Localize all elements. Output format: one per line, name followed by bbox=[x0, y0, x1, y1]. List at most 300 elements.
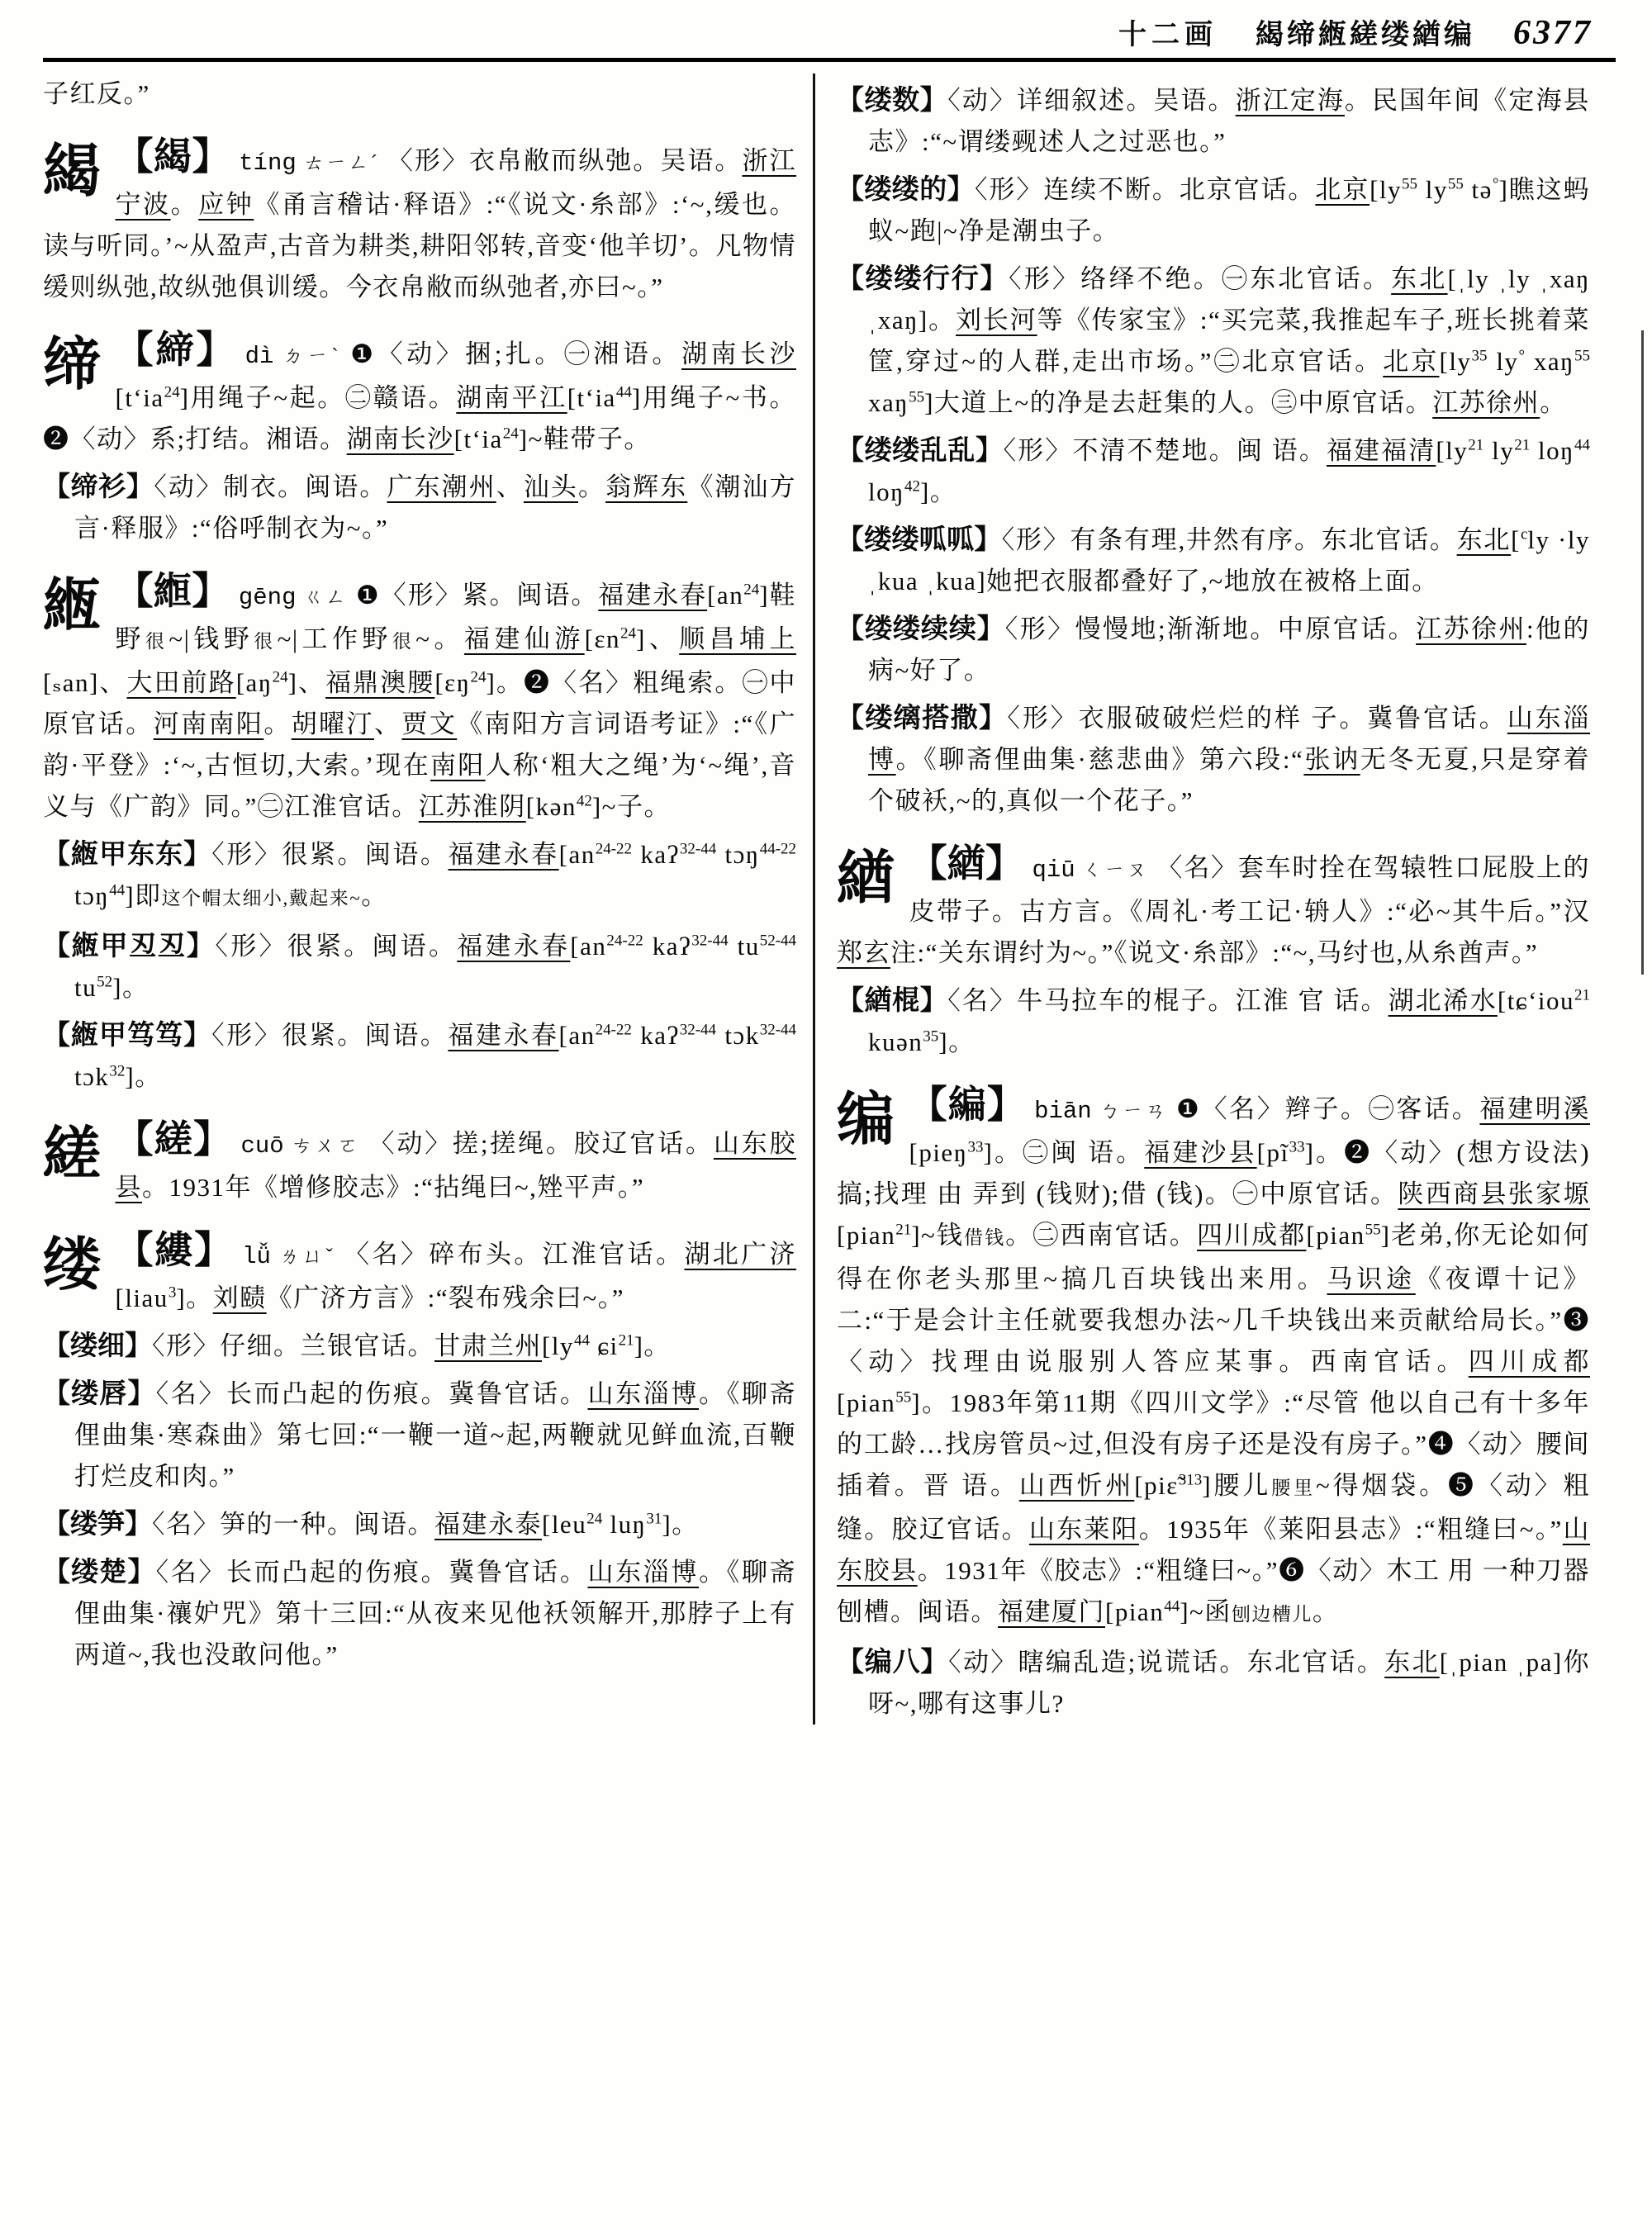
text-run: [an bbox=[707, 581, 744, 610]
text-run: [ɛŋ bbox=[434, 668, 471, 697]
text-run: kuən bbox=[868, 1027, 923, 1056]
tone-superscript: 32 bbox=[109, 1062, 126, 1080]
proper-noun: 贾文 bbox=[401, 709, 458, 738]
text-run: ❶〈动〉捆;扎。㊀湘语。 bbox=[350, 339, 681, 368]
tone-superscript: 24 bbox=[502, 425, 519, 443]
text-run: ]即 bbox=[125, 881, 162, 910]
proper-noun: 郑玄 bbox=[837, 938, 890, 967]
tone-superscript: 44 bbox=[1574, 436, 1591, 454]
text-run: 《南阳方言词语考证》:“《广韵·平登》:‘~,古恒切,大索。’现在 bbox=[43, 709, 797, 780]
proper-noun: 大田前路 bbox=[126, 668, 236, 697]
text-run: 〈名〉牛马拉车的棍子。江淮 官 话。 bbox=[947, 986, 1389, 1015]
sub-headword: 【编八】 bbox=[837, 1648, 949, 1677]
text-run: ❶〈形〉紧。闽语。 bbox=[355, 581, 599, 610]
tone-superscript: 24 bbox=[586, 1510, 603, 1528]
right-column bbox=[815, 74, 1590, 1725]
proper-noun: 胡曜汀 bbox=[291, 709, 374, 738]
proper-noun: 马识途 bbox=[1327, 1264, 1416, 1293]
tone-superscript: 55 bbox=[1365, 1221, 1381, 1239]
tone-superscript: 24 bbox=[272, 668, 288, 686]
dictionary-entry bbox=[837, 843, 1590, 974]
tone-superscript: 24 bbox=[620, 624, 637, 643]
text-run: 。 bbox=[1312, 1597, 1340, 1626]
text-run: ]。 bbox=[662, 1510, 699, 1539]
text-run: 〈形〉衣服破破烂烂的样 子。冀鲁官话。 bbox=[1007, 704, 1507, 733]
text-run: ]腰儿 bbox=[1202, 1471, 1272, 1500]
tone-superscript: 21 bbox=[618, 1331, 634, 1350]
page-header bbox=[43, 12, 1616, 55]
zhuyin: ㄊㄧㄥˊ bbox=[302, 152, 379, 174]
text-run: ]、 bbox=[636, 624, 680, 653]
proper-noun: 湖南长沙 bbox=[681, 339, 797, 368]
headword-traditional: 【編】 bbox=[909, 1084, 1027, 1126]
headword-large: 编 bbox=[837, 1089, 896, 1152]
tone-superscript: 44 bbox=[1164, 1597, 1180, 1616]
text-run: 。 bbox=[361, 881, 388, 910]
proper-noun: 甘肃兰州 bbox=[434, 1331, 542, 1360]
sub-entry bbox=[43, 1015, 796, 1098]
proper-noun: 福建福清 bbox=[1326, 436, 1436, 465]
text-run: [ly bbox=[1436, 436, 1469, 465]
headword-traditional: 【䋵】 bbox=[115, 135, 231, 178]
pinyin: biān bbox=[1034, 1098, 1092, 1125]
tone-superscript: 32-44 bbox=[759, 1021, 797, 1039]
tone-superscript: 24-22 bbox=[595, 1021, 632, 1039]
tone-superscript: 313 bbox=[1178, 1471, 1203, 1489]
proper-noun: 江苏徐州 bbox=[1432, 388, 1540, 417]
gloss-small: 刨边槽儿 bbox=[1231, 1604, 1313, 1625]
sub-headword: 【缕缡搭撒】 bbox=[837, 704, 1008, 733]
text-run: ~|工作野 bbox=[277, 624, 392, 653]
tone-superscript: 55 bbox=[909, 388, 925, 406]
zhuyin: ㄘㄨㄛ bbox=[290, 1135, 361, 1157]
text-run: 〈名〉长而凸起的伤痕。冀鲁官话。 bbox=[155, 1558, 588, 1587]
proper-noun: 福鼎澳腰 bbox=[325, 668, 435, 697]
tone-superscript: 35 bbox=[1471, 347, 1488, 365]
text-run: 。《聊斋俚曲集·慈悲曲》第六段:“ bbox=[895, 745, 1304, 774]
text-run: ]。 bbox=[112, 973, 150, 1002]
sub-entry bbox=[43, 1552, 796, 1676]
proper-noun: 福建明溪 bbox=[1479, 1094, 1591, 1123]
text-run: ]。❷〈名〉粗绳索。㊀中原官话。 bbox=[43, 668, 797, 738]
text-run: ly ·ly ˌkua ˌkua]她把衣服都叠好了,~地放在被格上面。 bbox=[868, 525, 1590, 595]
tone-superscript: 3 bbox=[168, 1283, 177, 1302]
tone-superscript: 33 bbox=[1289, 1138, 1305, 1156]
text-run: 。1931年《增修胶志》:“拈绳曰~,矬平声。” bbox=[142, 1173, 645, 1202]
headword-large: 䋵 bbox=[43, 140, 102, 204]
proper-noun: 北京 bbox=[1383, 347, 1440, 376]
text-run: 〈动〉制衣。闽语。 bbox=[154, 472, 387, 501]
text-run: 。 bbox=[170, 190, 199, 219]
text-run: 〈动〉瞎编乱造;说谎话。东北官话。 bbox=[948, 1648, 1385, 1677]
tone-superscript: 55 bbox=[1447, 175, 1464, 193]
text-run: ]老弟,你无论如何得在你老头那里~搞几百块钱出来用。 bbox=[837, 1221, 1591, 1293]
text-run: ]~函 bbox=[1180, 1597, 1232, 1626]
pinyin: gēng bbox=[238, 584, 297, 611]
dictionary-entry bbox=[837, 1084, 1590, 1635]
text-run: tɔk bbox=[74, 1062, 110, 1091]
sub-entry bbox=[837, 698, 1590, 822]
sub-entry bbox=[837, 430, 1590, 513]
text-run: 〈形〉很紧。闽语。 bbox=[215, 932, 458, 961]
text-run: 无冬无夏,只是穿着个破袄,~的,真似一个花子。” bbox=[868, 745, 1591, 815]
text-run: 、 bbox=[373, 709, 402, 738]
headword-large: 缔 bbox=[43, 334, 102, 397]
proper-noun: 山西忻州 bbox=[1018, 1471, 1135, 1500]
text-run: ɕi bbox=[589, 1331, 619, 1360]
text-run: [ˌly ˌly ˌxaŋ ˌxaŋ]。 bbox=[868, 264, 1591, 334]
text-run: ❶〈名〉辫子。㊀客话。 bbox=[1176, 1094, 1480, 1123]
text-run: ]、 bbox=[287, 668, 326, 697]
sub-headword: 【缕缕续续】 bbox=[837, 614, 1005, 644]
text-run: 〈名〉长而凸起的伤痕。冀鲁官话。 bbox=[155, 1379, 588, 1408]
tone-superscript: 42 bbox=[904, 477, 920, 496]
text-run: [tʻia bbox=[115, 383, 164, 412]
proper-noun: 顺昌埔上 bbox=[679, 624, 797, 653]
text-run: [kən bbox=[525, 792, 577, 821]
text-run: :他的病~好了。 bbox=[868, 614, 1590, 685]
text-run: ly bbox=[1417, 175, 1448, 204]
dictionary-entry bbox=[43, 330, 796, 460]
text-run: ]用绳子~起。㊁赣语。 bbox=[179, 383, 457, 412]
text-run: [pian bbox=[837, 1388, 896, 1417]
tone-superscript: ° bbox=[1492, 175, 1499, 193]
sub-entry bbox=[837, 169, 1590, 252]
tone-superscript: 21 bbox=[1468, 436, 1484, 454]
text-run: tu bbox=[74, 973, 97, 1002]
text-run: [pĩ bbox=[1256, 1138, 1289, 1167]
tone-superscript: 32-44 bbox=[679, 1021, 717, 1039]
text-run: kaʔ bbox=[631, 1021, 680, 1050]
text-run: ]。 bbox=[938, 1027, 976, 1056]
text-run: ]。1983年第11期《四川文学》:“尽管 他以自己有十多年的工龄…找房管员~过,但没有房子还是没有房子。”❹〈动〉腰间 插着。晋 语。 bbox=[837, 1388, 1590, 1500]
tone-superscript: 52 bbox=[97, 973, 113, 991]
page-number: 6377 bbox=[1513, 14, 1593, 52]
proper-noun: 汕头 bbox=[523, 472, 578, 501]
sub-headword: 【缔衫】 bbox=[43, 472, 154, 502]
text-run: ]。 bbox=[176, 1283, 213, 1312]
tone-superscript: 55 bbox=[895, 1388, 912, 1407]
text-run: [aŋ bbox=[235, 668, 273, 697]
zhuyin: ㄍㄥ bbox=[302, 586, 348, 609]
headword-traditional: 【締】 bbox=[115, 329, 237, 371]
sub-headword: 【缕缕的】 bbox=[837, 175, 976, 205]
text-run: ~。 bbox=[415, 624, 464, 653]
sub-headword: 【缕唇】 bbox=[43, 1379, 156, 1409]
text-run: 〈动〉详细叙述。吴语。 bbox=[947, 86, 1236, 115]
text-run: 。 bbox=[263, 709, 292, 738]
text-run: kaʔ bbox=[643, 932, 692, 961]
tone-superscript: 32-44 bbox=[691, 932, 729, 950]
proper-noun: 湖北广济 bbox=[684, 1240, 797, 1269]
text-run: [pieŋ bbox=[909, 1138, 968, 1167]
sub-entry bbox=[837, 609, 1590, 691]
page-edge-line bbox=[1641, 330, 1644, 975]
sub-headword: 【緪甲丒丒】 bbox=[43, 932, 216, 961]
text-run: 。《聊斋俚曲集·寒森曲》第七回:“一鞭一道~起,两鞭就见鲜血流,百鞭打烂皮和肉。” bbox=[74, 1379, 797, 1491]
text-run: [ bbox=[1511, 525, 1521, 554]
pinyin: lǚ bbox=[242, 1243, 271, 1270]
proper-noun: 刘长河 bbox=[956, 306, 1037, 334]
proper-noun: 河南南阳 bbox=[153, 709, 264, 738]
text-run: 〈名〉笋的一种。闽语。 bbox=[152, 1510, 434, 1539]
text-run: 人称‘粗大之绳’为‘~绳’,音义与《广韵》同。”㊁江淮官话。 bbox=[43, 751, 797, 821]
dictionary-entry bbox=[43, 1230, 796, 1319]
text-run: xaŋ bbox=[1525, 347, 1575, 376]
continuation-text bbox=[43, 74, 796, 115]
text-run: 〈动〉搓;搓绳。胶辽官话。 bbox=[368, 1129, 714, 1158]
text-run: 。民国年间《定海县志》:“~谓缕觋述人之过恶也。” bbox=[868, 86, 1591, 156]
sub-headword: 【缕缕行行】 bbox=[837, 264, 1009, 294]
zhuyin: ㄅㄧㄢ bbox=[1098, 1100, 1168, 1122]
sub-headword: 【缕数】 bbox=[837, 86, 948, 116]
proper-noun: 山东淄博 bbox=[868, 704, 1591, 774]
proper-noun: 广东潮州 bbox=[387, 472, 496, 501]
text-run: ~|钱野 bbox=[169, 624, 254, 653]
header-rule bbox=[43, 58, 1616, 62]
tone-superscript: 52-44 bbox=[759, 932, 797, 950]
sub-headword: 【缕细】 bbox=[43, 1331, 152, 1361]
tone-superscript: 35 bbox=[923, 1027, 939, 1046]
text-run: 〈形〉有条有理,井然有序。东北官话。 bbox=[1001, 525, 1457, 554]
sub-entry bbox=[43, 467, 796, 549]
tone-superscript: 33 bbox=[967, 1138, 984, 1156]
proper-noun: 江苏淮阴 bbox=[418, 792, 526, 821]
pinyin: dì bbox=[244, 343, 274, 370]
tone-superscript: 44 bbox=[109, 881, 126, 899]
sub-headword: 【缕缕呱呱】 bbox=[837, 525, 1002, 555]
proper-noun: 东北 bbox=[1391, 264, 1448, 293]
text-run: tɔk bbox=[716, 1021, 760, 1050]
zhuyin: ㄉㄧˋ bbox=[280, 345, 343, 368]
text-run: [ly bbox=[542, 1331, 574, 1360]
text-run: 〈名〉套车时拴在驾辕牲口屁股上的皮带子。古方言。《周礼·考工记·辀人》:“必~其牛后。”汉 bbox=[909, 853, 1591, 926]
proper-noun: 东北 bbox=[1384, 1648, 1440, 1677]
text-run: ]~鞋带子。 bbox=[518, 425, 651, 453]
stroke-section-label: 十二画 bbox=[1118, 20, 1218, 50]
text-run: [piɛ̃ bbox=[1134, 1471, 1179, 1500]
text-run: [an bbox=[570, 932, 607, 961]
text-run: ly bbox=[1483, 436, 1515, 465]
tone-superscript: 42 bbox=[576, 792, 592, 810]
tone-superscript: 55 bbox=[1402, 175, 1418, 193]
headword-traditional: 【緧】 bbox=[909, 842, 1024, 885]
proper-noun: 福建永春 bbox=[448, 840, 559, 869]
sub-headword: 【缕笋】 bbox=[43, 1510, 152, 1540]
proper-noun: 湖南平江 bbox=[456, 383, 567, 412]
text-run: [ɛn bbox=[584, 624, 621, 653]
gloss-small: 借钱 bbox=[964, 1227, 1006, 1248]
text-run: ~得烟袋。❺〈动〉粗缝。胶辽官话。 bbox=[837, 1471, 1591, 1544]
text-run: 〈形〉不清不楚地。闽 语。 bbox=[1003, 436, 1327, 465]
text-run: tə bbox=[1463, 175, 1493, 204]
proper-noun: 浙江定海 bbox=[1235, 86, 1345, 115]
text-run: ]鞋野 bbox=[115, 581, 796, 653]
proper-noun: 应钟 bbox=[198, 190, 254, 219]
text-run: 〈形〉很紧。闽语。 bbox=[211, 1021, 449, 1050]
tone-superscript: 32-44 bbox=[679, 840, 717, 858]
text-run: 〈形〉衣帛敝而纵弛。吴语。 bbox=[387, 146, 743, 175]
text-run: 。㊁西南官话。 bbox=[1005, 1221, 1197, 1250]
sub-entry bbox=[43, 926, 796, 1008]
gloss-small: 腰里 bbox=[1271, 1478, 1316, 1498]
text-run: 〈形〉慢慢地;渐渐地。中原官话。 bbox=[1004, 614, 1417, 643]
proper-noun: 福建永春 bbox=[598, 581, 708, 610]
gloss-small: 这个帽太细小,戴起来~ bbox=[161, 888, 362, 909]
text-run: loŋ bbox=[868, 477, 904, 506]
text-run: loŋ bbox=[1530, 436, 1575, 465]
proper-noun: 山东胶县 bbox=[837, 1515, 1591, 1585]
columns bbox=[43, 74, 1616, 1725]
proper-noun: 福建沙县 bbox=[1144, 1138, 1257, 1167]
proper-noun: 四川成都 bbox=[1468, 1347, 1590, 1376]
text-run: [liau bbox=[115, 1283, 169, 1312]
text-run: 〈形〉很紧。闽语。 bbox=[211, 840, 449, 869]
sub-entry bbox=[43, 1326, 796, 1367]
sub-headword: 【缕缕乱乱】 bbox=[837, 436, 1004, 466]
text-run: ]大道上~的净是去赶集的人。㊂中原官话。 bbox=[924, 388, 1433, 417]
proper-noun: 东北 bbox=[1456, 525, 1512, 554]
text-run: [pian bbox=[837, 1221, 896, 1250]
tone-superscript: 44-22 bbox=[759, 840, 797, 858]
tone-superscript: 24 bbox=[470, 668, 487, 686]
text-run: ]。 bbox=[634, 1331, 671, 1360]
tone-superscript: 24-22 bbox=[595, 840, 633, 858]
proper-noun: 山东淄博 bbox=[587, 1558, 700, 1587]
sub-headword: 【緧棍】 bbox=[837, 986, 948, 1016]
sub-headword: 【緪甲东东】 bbox=[43, 840, 212, 870]
text-run: ]。 bbox=[125, 1062, 162, 1091]
tone-superscript: ° bbox=[1518, 347, 1526, 365]
proper-noun: 江苏徐州 bbox=[1416, 614, 1526, 643]
proper-noun: 山东淄博 bbox=[587, 1379, 700, 1408]
text-run: 〈形〉络绎不绝。㊀东北官话。 bbox=[1009, 264, 1392, 293]
headword-large: 縒 bbox=[43, 1123, 102, 1187]
proper-noun: 浙江宁波 bbox=[115, 146, 797, 219]
sub-entry bbox=[837, 980, 1590, 1063]
headword-large: 缕 bbox=[43, 1234, 102, 1298]
headword-large: 緧 bbox=[837, 847, 896, 911]
sub-entry bbox=[837, 520, 1590, 602]
gloss-small: 很 bbox=[254, 631, 278, 652]
zhuyin: ㄌㄩˇ bbox=[277, 1245, 336, 1268]
tone-superscript: 31 bbox=[646, 1510, 662, 1528]
dictionary-entry bbox=[43, 136, 796, 308]
text-run: ly bbox=[1487, 347, 1519, 376]
sub-entry bbox=[43, 1374, 796, 1497]
proper-noun: 湖南长沙 bbox=[346, 425, 454, 453]
sub-entry bbox=[43, 1504, 796, 1545]
tone-superscript: 21 bbox=[895, 1221, 912, 1239]
text-run: [leu bbox=[542, 1510, 587, 1539]
proper-noun: 湖北浠水 bbox=[1388, 986, 1498, 1015]
sub-entry bbox=[837, 1642, 1590, 1725]
text-run: 〈形〉连续不断。北京官话。 bbox=[975, 175, 1316, 204]
dictionary-entry bbox=[43, 571, 796, 828]
left-column bbox=[43, 74, 813, 1725]
text-run: 。 bbox=[1540, 388, 1567, 417]
sub-entry bbox=[837, 259, 1590, 424]
sub-entry bbox=[43, 834, 796, 919]
text-run: 子红反。” bbox=[43, 79, 150, 108]
headword-traditional: 【縒】 bbox=[115, 1118, 233, 1160]
proper-noun: 福建仙游 bbox=[463, 624, 585, 653]
tone-superscript: 24 bbox=[743, 581, 760, 599]
text-run: tu bbox=[728, 932, 760, 961]
dictionary-entry bbox=[43, 1119, 796, 1208]
text-run: ]瞧这蚂蚁~跑|~净是潮虫子。 bbox=[868, 175, 1591, 245]
proper-noun: 翁辉东 bbox=[605, 472, 688, 501]
text-run: ]。 bbox=[919, 477, 957, 506]
text-run: 。 bbox=[578, 472, 606, 501]
text-run: kaʔ bbox=[632, 840, 680, 869]
text-run: 注:“关东谓纣为~。”《说文·糸部》:“~,马纣也,从糸酋声。” bbox=[890, 938, 1539, 967]
text-run: 。1935年《莱阳县志》:“粗缝曰~。” bbox=[1138, 1515, 1563, 1544]
text-run: [ly bbox=[1439, 347, 1472, 376]
tone-superscript: 21 bbox=[1514, 436, 1531, 454]
tone-superscript: 21 bbox=[1574, 986, 1591, 1004]
proper-noun: 南阳 bbox=[430, 751, 486, 780]
text-run: [ₛan]、 bbox=[43, 668, 127, 697]
text-run: [pian bbox=[1105, 1597, 1165, 1626]
text-run: [ˌpian ˌpa]你呀~,哪有这事儿? bbox=[868, 1648, 1590, 1718]
proper-noun: 福建永春 bbox=[457, 932, 571, 961]
proper-noun: 北京 bbox=[1315, 175, 1370, 204]
gloss-small: 很 bbox=[145, 631, 169, 652]
text-run: 〈形〉仔细。兰银官话。 bbox=[152, 1331, 434, 1360]
text-run: [tʻia bbox=[453, 425, 503, 453]
text-run: 、 bbox=[496, 472, 524, 501]
text-run: xaŋ bbox=[868, 388, 909, 417]
proper-noun: 张讷 bbox=[1303, 745, 1360, 774]
text-run: tɔŋ bbox=[74, 881, 110, 910]
text-run: ]。㊁闽 语。 bbox=[983, 1138, 1145, 1167]
text-run: 《夜谭十记》二:“于是会计主任就要我想办法~几千块钱出来贡献给局长。”❸〈动〉找理由说服别人答应某事。西南官话。 bbox=[837, 1264, 1590, 1376]
text-run: luŋ bbox=[602, 1510, 647, 1539]
text-run: 。1931年《胶志》:“粗缝曰~。”❻〈动〉木工 用 一种刀器刨槽。闽语。 bbox=[837, 1556, 1590, 1626]
text-run: [ly bbox=[1370, 175, 1403, 204]
proper-noun: 陕西商县张家塬 bbox=[1398, 1179, 1590, 1208]
tone-superscript: 44 bbox=[615, 383, 632, 401]
tone-superscript: 24-22 bbox=[606, 932, 643, 950]
pinyin: tíng bbox=[239, 149, 297, 177]
proper-noun: 山东莱阳 bbox=[1028, 1515, 1139, 1544]
proper-noun: 四川成都 bbox=[1196, 1221, 1307, 1250]
tone-superscript: 44 bbox=[573, 1331, 590, 1350]
pinyin: cuō bbox=[240, 1132, 284, 1160]
text-run: [an bbox=[558, 1021, 596, 1050]
text-run: ]用绳子~书。❷〈动〉系;打结。湘语。 bbox=[43, 383, 796, 453]
proper-noun: 山东胶县 bbox=[115, 1129, 797, 1202]
sub-headword: 【缕楚】 bbox=[43, 1558, 156, 1587]
pinyin: qiū bbox=[1032, 856, 1075, 884]
text-run: 〈名〉碎布头。江淮官话。 bbox=[344, 1240, 685, 1269]
text-run: 等《传家宝》:“买完菜,我推起车子,班长挑着菜筐,穿过~的人群,走出市场。”㊁北京官话。 bbox=[868, 306, 1590, 376]
text-run: tɔŋ bbox=[716, 840, 760, 869]
text-run: 《甬言稽诂·释语》:“《说文·糸部》:‘~,缓也。读与听同。’~从盈声,古音为耕类,耕阳邻转,音变‘他羊切’。凡物情缓则纵弛,故纵弛俱训缓。今衣帛敝而纵弛者,亦曰~。” bbox=[43, 190, 796, 301]
text-run: 《广济方言》:“裂布残余曰~。” bbox=[266, 1283, 625, 1312]
text-run: ]。❷〈动〉(想方设法)搞;找理 由 弄到 (钱财);借 (钱)。㊀中原官话。 bbox=[837, 1138, 1591, 1208]
headword-large: 緪 bbox=[43, 575, 102, 638]
text-run: [pian bbox=[1306, 1221, 1365, 1250]
text-run: [tʻia bbox=[567, 383, 616, 412]
proper-noun: 福建永泰 bbox=[434, 1510, 542, 1539]
headword-range: 䋵缔緪縒缕緧编 bbox=[1256, 20, 1475, 50]
proper-noun: 福建厦门 bbox=[998, 1597, 1105, 1626]
tone-superscript: 55 bbox=[1574, 347, 1591, 365]
tone-superscript: c bbox=[1520, 525, 1528, 543]
text-run: 。《聊斋俚曲集·禳妒咒》第十三回:“从夜来见他袄领解开,那脖子上有两道~,我也没敢问他。” bbox=[74, 1558, 797, 1669]
